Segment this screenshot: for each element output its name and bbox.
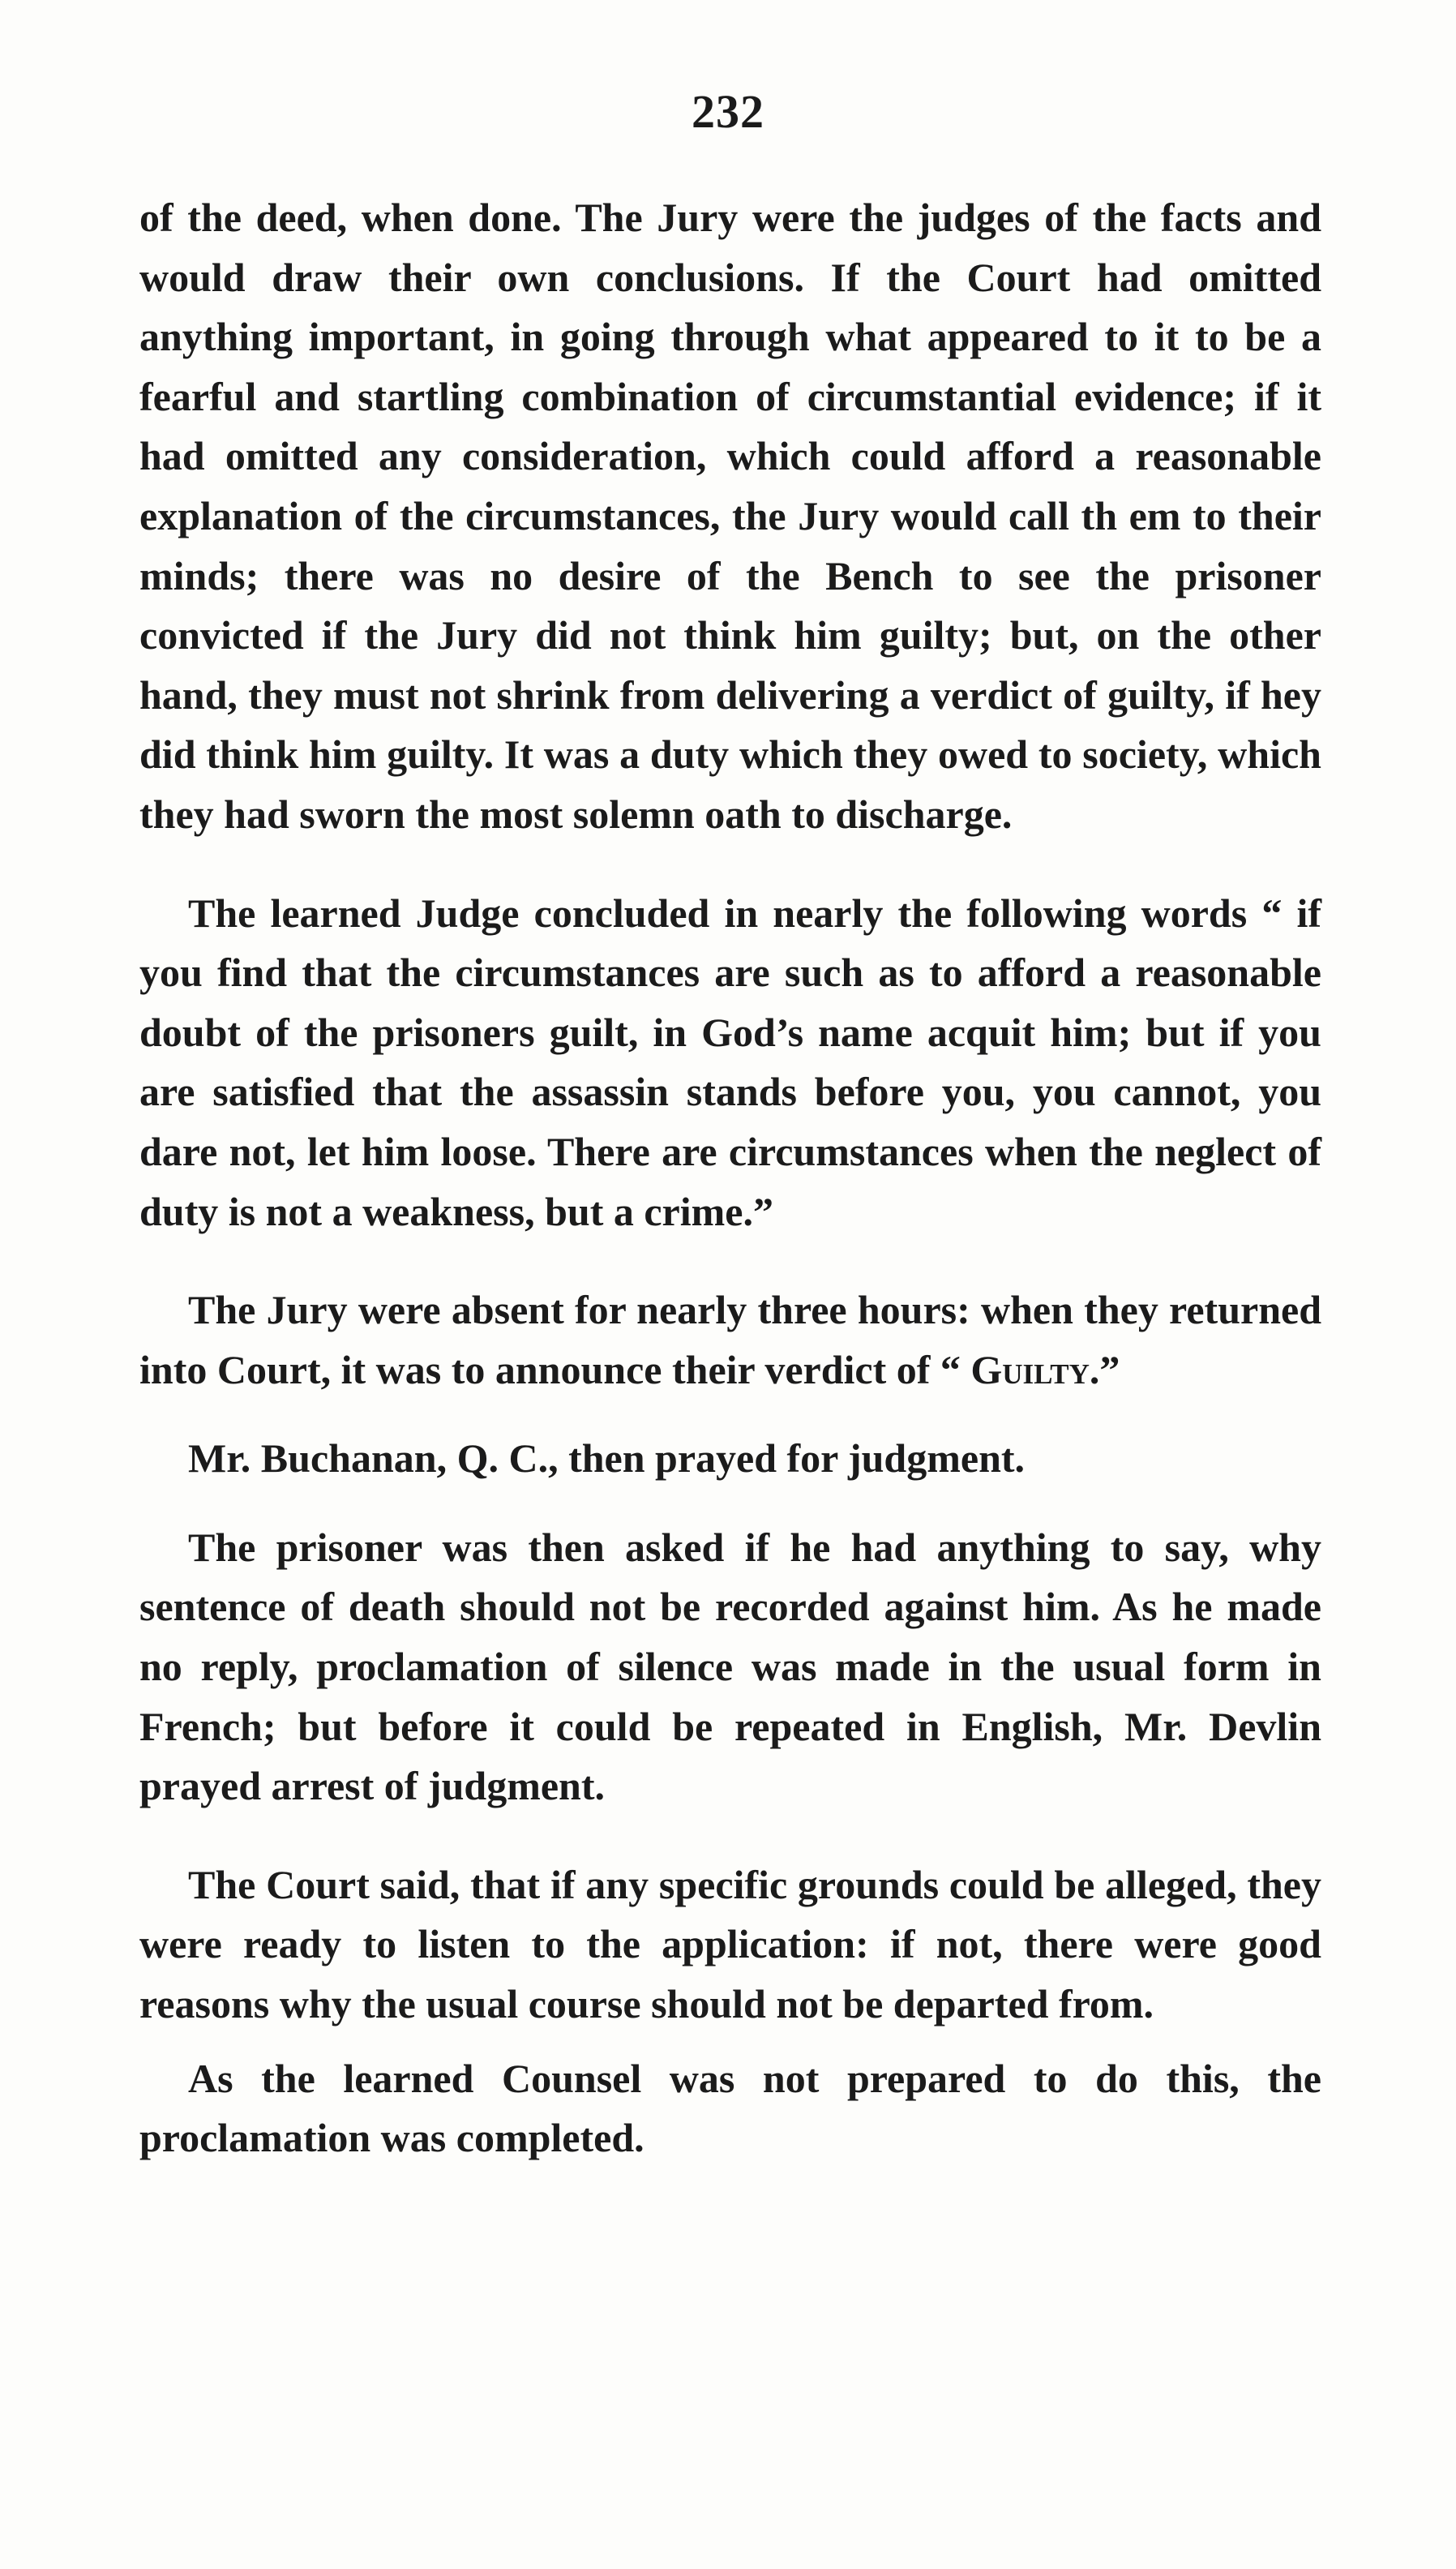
paragraph-proclamation-completed: As the learned Counsel was not prepared to do this, the proclamation was completed. (139, 2055, 1321, 2161)
paragraph-prayer-for-judgment: Mr. Buchanan, Q. C., then prayed for judgment. (188, 1435, 1026, 1482)
paragraph-jury-verdict (139, 1280, 1321, 1400)
jury-verdict-text: The Jury were absent for nearly three hours: when they returned into Court, it was to announce their verdict of (139, 1287, 1321, 1392)
verdict-guilty: “ Guilty.” (940, 1346, 1120, 1392)
page-number: 232 (692, 85, 764, 138)
paragraph-judge-conclusion: The learned Judge concluded in nearly the following words “ if you find that the circumstances are such as to afford a reasonable doubt of the prisoners guilt, in God’s name acquit him; but if you are satisfied that the assassin stands before you, you cannot, you dare not, let him loose. There are circumstances when the neglect of duty is not a weakness, but a crime.” (139, 890, 1321, 1234)
paragraph-prisoner-asked: The prisoner was then asked if he had anything to say, why sentence of death should not be recorded against him. As he made no reply, proclamation of silence was made in the usual form in French; but before it could be repeated in English, Mr. Devlin prayed arrest of judgment. (139, 1524, 1321, 1809)
page-body (139, 188, 1321, 2168)
paragraph-charge-continuation: of the deed, when done. The Jury were the judges of the facts and would draw their own conclusions. If the Court had omitted anything important, in going through what appeared to it to be a fearful and startling combination of circumstantial evidence; if it had omitted any consideration, which could afford a reasonable explanation of the circumstances, the Jury would call th em to their minds; there was no desire of the Bench to see the prisoner convicted if the Jury did not think him guilty; but, on the other hand, they must not shrink from delivering a verdict of guilty, if hey did think him guilty. It was a duty which they owed to society, which they had sworn the most solemn oath to discharge. (139, 195, 1321, 837)
paragraph-court-response: The Court said, that if any specific grounds could be alleged, they were ready to listen to the application: if not, there were good reasons why the usual course should not be departed from. (139, 1861, 1321, 2027)
